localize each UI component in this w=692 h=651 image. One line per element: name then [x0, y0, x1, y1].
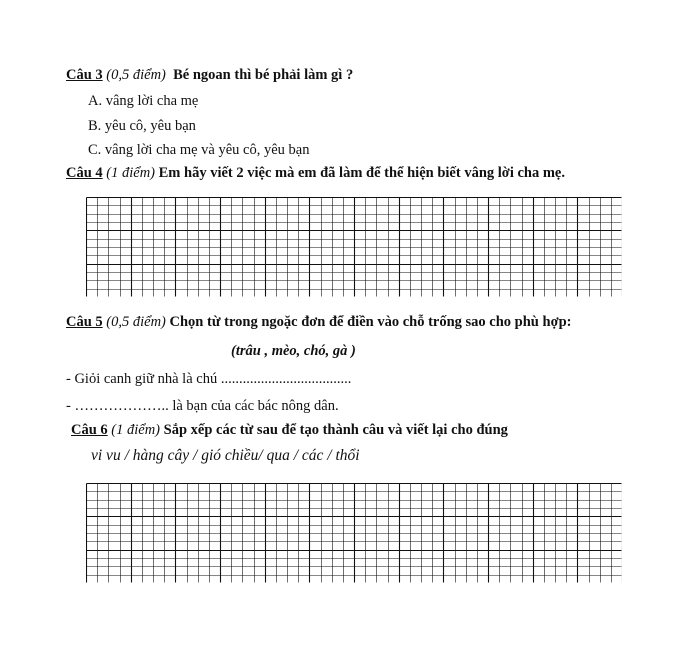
q4-question: Em hãy viết 2 việc mà em đã làm để thể hiện biết vâng lời cha mẹ.: [158, 165, 565, 181]
q3-question: Bé ngoan thì bé phải làm gì ?: [173, 67, 354, 83]
q5-question: Chọn từ trong ngoặc đơn để điền vào chỗ trống sao cho phù hợp:: [169, 314, 572, 330]
q6-heading: [71, 421, 508, 439]
q4-heading: [66, 164, 565, 182]
q6-label: Câu 6: [71, 422, 108, 438]
q6-question: Sắp xếp các từ sau để tạo thành câu và viết lại cho đúng: [163, 422, 508, 438]
q3-label: Câu 3: [66, 67, 103, 83]
writing-grid-q4[interactable]: [86, 197, 622, 297]
q3-points: (0,5 điểm): [106, 67, 166, 83]
q5-label: Câu 5: [66, 314, 103, 330]
q5-choices: (trâu , mèo, chó, gà ): [231, 343, 356, 359]
q5-points: (0,5 điểm): [106, 314, 166, 330]
q4-label: Câu 4: [66, 165, 103, 181]
writing-grid-q6[interactable]: [86, 483, 622, 583]
q6-points: (1 điểm): [111, 422, 161, 438]
q3-option-c: C. vâng lời cha mẹ và yêu cô, yêu bạn: [88, 142, 310, 158]
q3-option-a: A. vâng lời cha mẹ: [88, 93, 199, 109]
q3-option-b: B. yêu cô, yêu bạn: [88, 118, 196, 134]
q5-blank-2: - ……………….. là bạn của các bác nông dân.: [66, 398, 339, 414]
q5-blank-1: - Giỏi canh giữ nhà là chú ....................................: [66, 371, 352, 387]
q5-heading: [66, 313, 572, 331]
q6-words: vi vu / hàng cây / gió chiều/ qua / các / thổi: [91, 447, 360, 464]
q4-points: (1 điểm): [106, 165, 156, 181]
q3-heading: [66, 66, 353, 84]
